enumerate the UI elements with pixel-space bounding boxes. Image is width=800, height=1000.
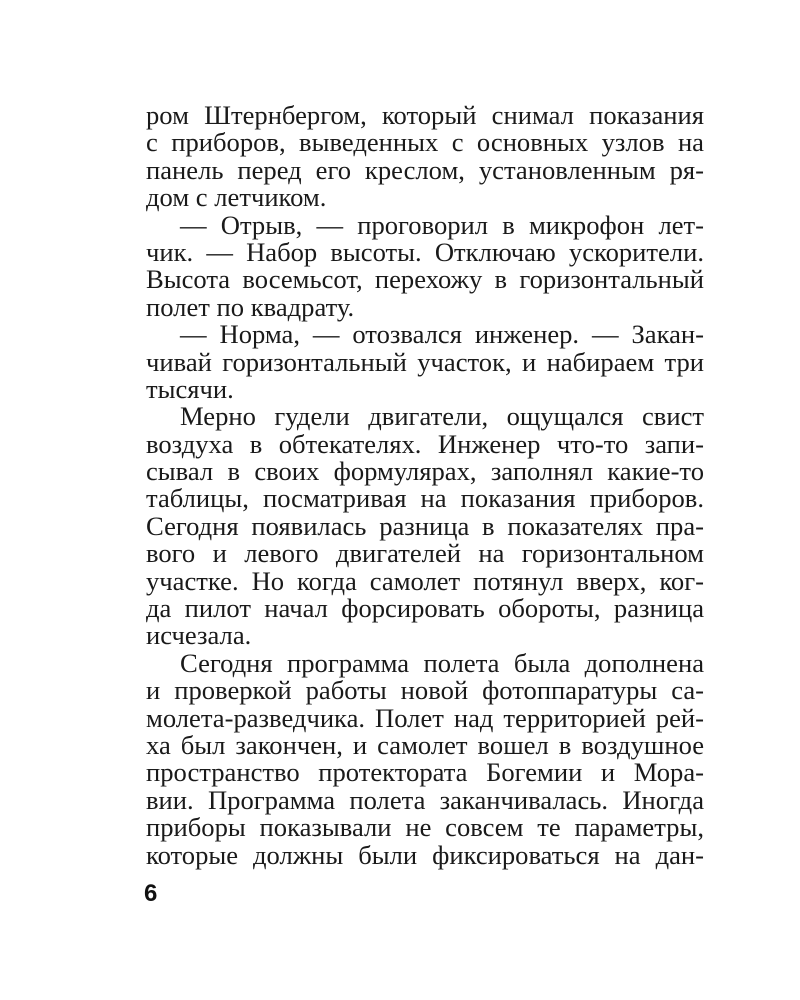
text-line: Сегодня программа полета была дополнена [180, 647, 704, 678]
text-line: панель перед его креслом, установленным ря- [146, 154, 704, 185]
body-text [146, 102, 704, 869]
text-line: — Норма, — отозвался инженер. — Закан- [180, 319, 704, 350]
text-line: Сегодня появилась разница в показателях пра- [146, 510, 704, 541]
text-line: и проверкой работы новой фотоппаратуры са- [146, 675, 704, 706]
paragraph-1 [146, 102, 704, 212]
text-line: ха был закончен, и самолет вошел в воздушное [146, 729, 704, 760]
paragraph-5 [146, 647, 704, 870]
text-line: таблицы, посматривая на показания приборов. [146, 483, 704, 514]
text-line: с приборов, выведенных с основных узлов на [146, 127, 704, 158]
text-line: пространство протектората Богемии и Мора- [146, 757, 704, 788]
text-line: полет по квадрату. [146, 291, 355, 322]
text-line: приборы показывали не совсем те параметры, [146, 812, 704, 843]
paragraph-4 [146, 403, 704, 650]
text-line: вии. Программа полета заканчивалась. Иногда [146, 784, 704, 815]
text-line: чивай горизонтальный участок, и набираем три [146, 346, 704, 377]
text-line: да пилот начал форсировать обороты, разница [146, 593, 704, 624]
paragraph-3 [146, 321, 704, 403]
page-number: 6 [144, 880, 158, 907]
text-line: молета-разведчика. Полет над территорией рей- [146, 702, 704, 733]
text-line: исчезала. [146, 620, 252, 651]
text-line: воздуха в обтекателях. Инженер что-то запи- [146, 428, 704, 459]
text-line: вого и левого двигателей на горизонтальном [146, 538, 704, 569]
text-line: тысячи. [146, 373, 234, 404]
text-line: — Отрыв, — проговорил в микрофон лет- [180, 209, 704, 240]
text-line: дом с летчиком. [146, 182, 327, 213]
text-line: участке. Но когда самолет потянул вверх, ког- [146, 565, 704, 596]
text-line: которые должны были фиксироваться на дан- [146, 839, 704, 870]
text-line: сывал в своих формулярах, заполнял какие-то [146, 456, 704, 487]
text-line: Высота восемьсот, перехожу в горизонтальный [146, 264, 704, 295]
paragraph-2 [146, 209, 704, 322]
text-line: чик. — Набор высоты. Отключаю ускорители. [146, 236, 704, 267]
text-line: ром Штернбергом, который снимал показания [146, 100, 704, 130]
text-line: Мерно гудели двигатели, ощущался свист [180, 401, 704, 432]
